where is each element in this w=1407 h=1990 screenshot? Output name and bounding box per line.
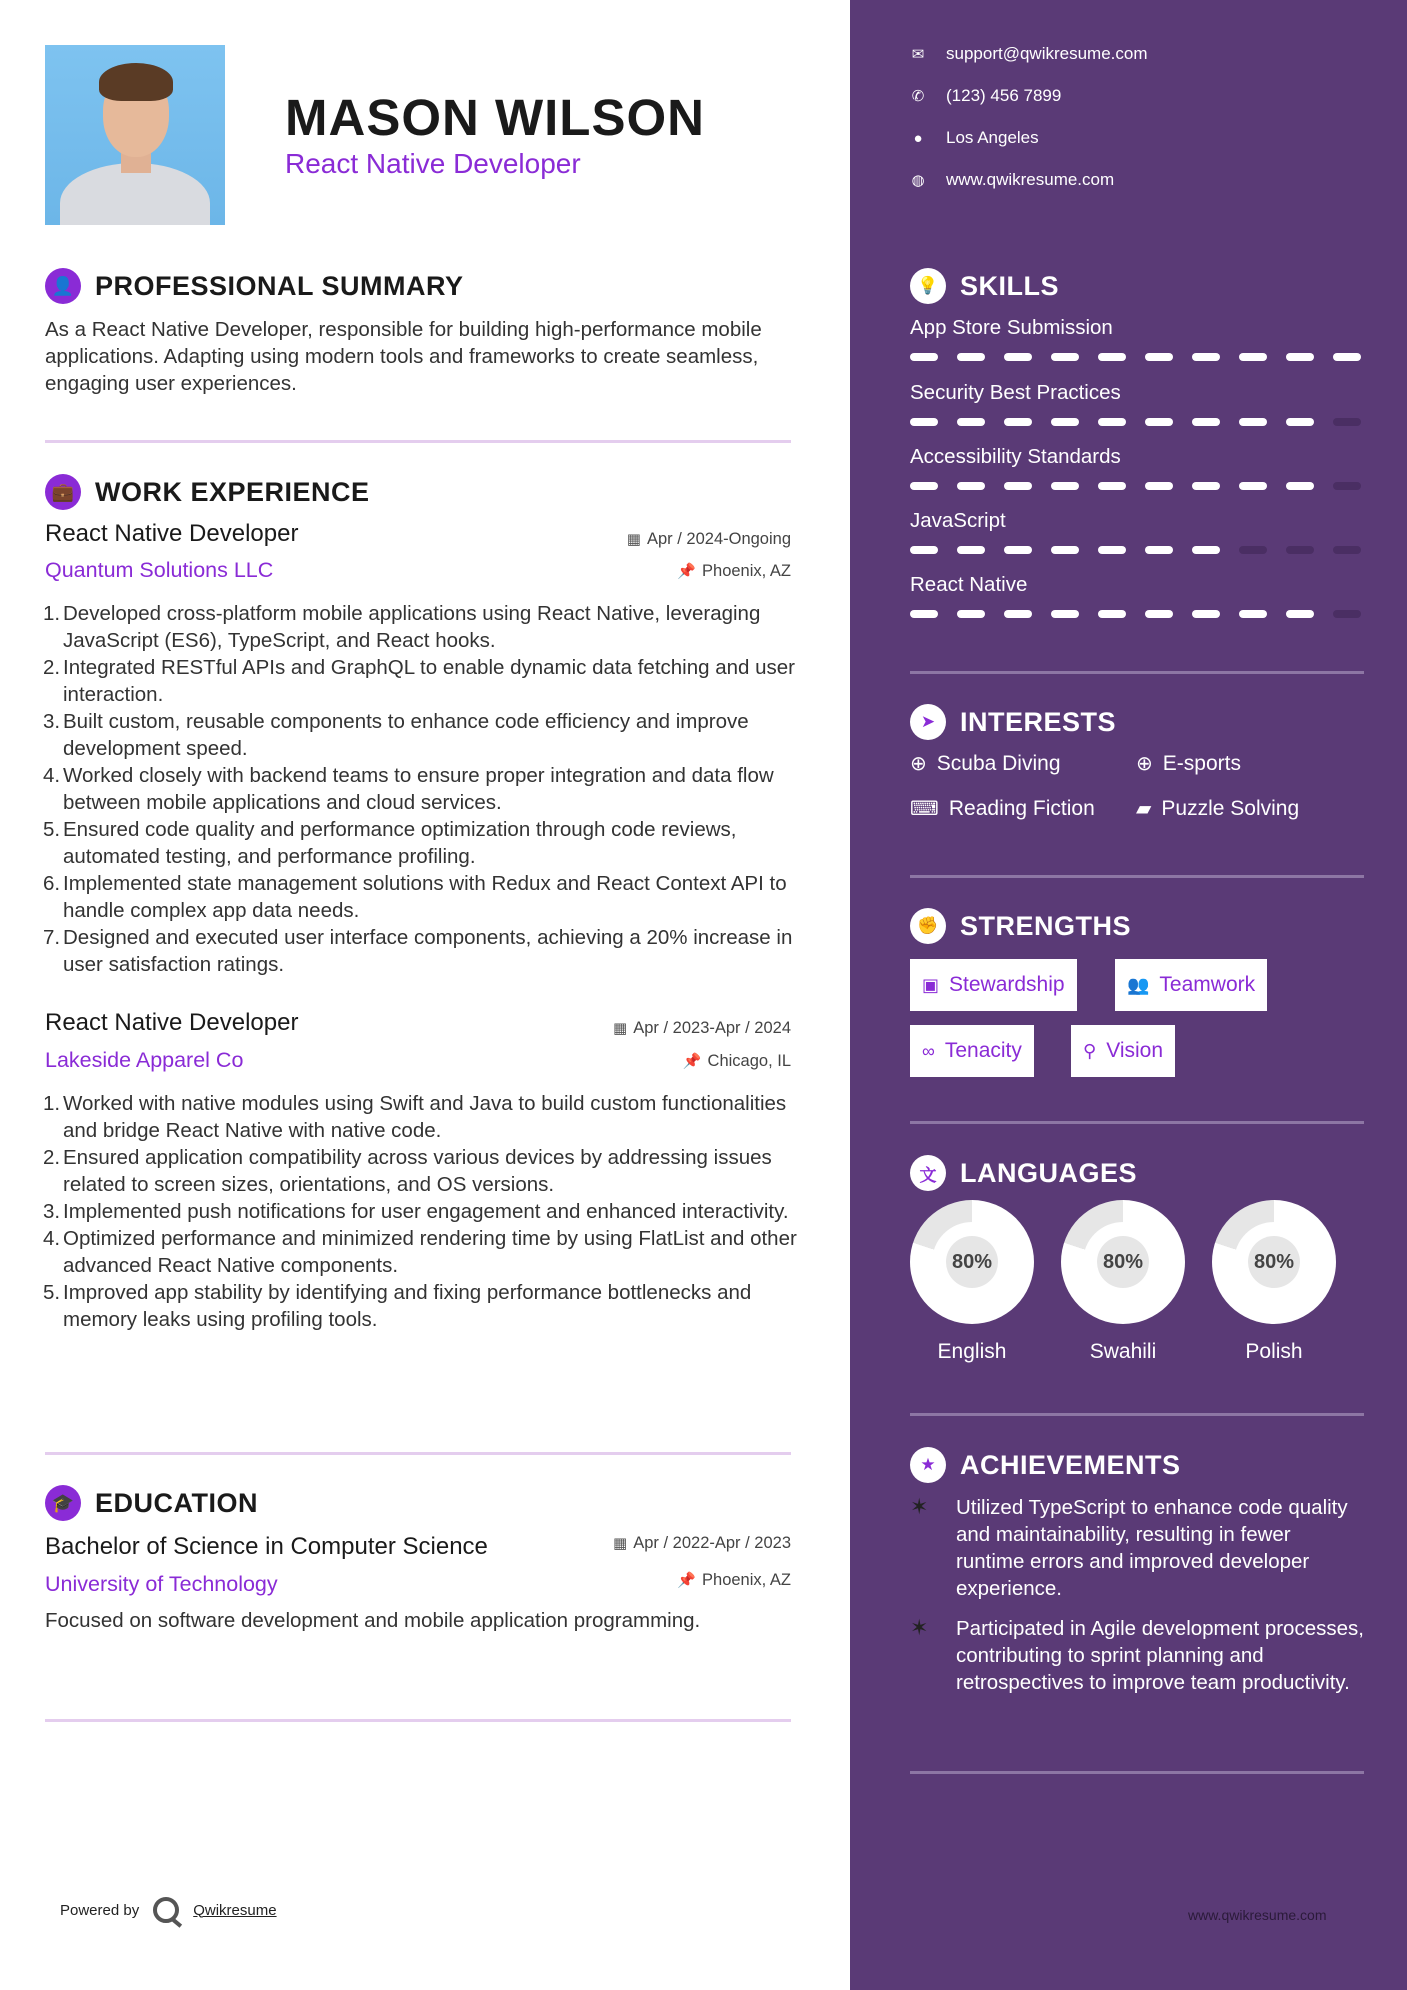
skill-level-dot [1192, 482, 1220, 490]
education-section-header [45, 1485, 258, 1521]
strengths-heading: STRENGTHS [960, 910, 1132, 941]
strength-tag: ⚲ Vision [1071, 1025, 1175, 1077]
skill-level-dot [1145, 482, 1173, 490]
skill-level-dot [1192, 546, 1220, 554]
footer-url[interactable]: www.qwikresume.com [1188, 1907, 1327, 1923]
globe-icon: ◍ [911, 172, 925, 189]
job-date: ▦ Apr / 2023-Apr / 2024 [613, 1019, 791, 1037]
skill-level-dot [1145, 546, 1173, 554]
skill-level-dot [1098, 353, 1126, 361]
job-responsibilities [40, 600, 800, 978]
skill-level-dot [1145, 418, 1173, 426]
star-badge-icon: ★ [910, 1447, 946, 1483]
skill-level-dot [1333, 482, 1361, 490]
skill-level-bar [910, 353, 1364, 361]
education-text: Focused on software development and mobile application programming. [45, 1609, 701, 1632]
skill-level-dot [1286, 610, 1314, 618]
skill-level-dot [1098, 482, 1126, 490]
skills-section-header [910, 268, 1059, 304]
summary-heading: PROFESSIONAL SUMMARY [95, 270, 464, 301]
skill-level-bar [910, 610, 1364, 618]
skill-level-dot [1145, 610, 1173, 618]
calendar-icon: ▦ [626, 531, 641, 548]
skill-level-dot [1098, 546, 1126, 554]
skill-level-dot [1051, 353, 1079, 361]
divider [45, 1452, 791, 1455]
skill-level-dot [1333, 546, 1361, 554]
skill-level-dot [1286, 482, 1314, 490]
skill-level-dot [1098, 418, 1126, 426]
degree-title: Bachelor of Science in Computer Science [45, 1533, 488, 1560]
job-title: React Native Developer [45, 520, 299, 547]
binoculars-icon: ⚲ [1083, 1040, 1097, 1061]
divider [910, 671, 1364, 674]
skill-level-dot [1004, 546, 1032, 554]
skill-level-dot [957, 546, 985, 554]
pin-icon: 📌 [677, 563, 697, 580]
list-item: 5. Improved app stability by identifying and fixing performance bottlenecks and memory leaks using profiling tools. [43, 1281, 752, 1331]
list-item: 1. Worked with native modules using Swift and Java to build custom functionalities and bridge React Native with native code. [43, 1092, 787, 1142]
skill-level-dot [1004, 610, 1032, 618]
skill-level-dot [957, 610, 985, 618]
contact-location: ● Los Angeles [910, 128, 1039, 148]
pin-icon: 📌 [677, 1572, 697, 1589]
skill-level-dot [1239, 482, 1267, 490]
list-item: 3. Implemented push notifications for user engagement and enhanced interactivity. [43, 1200, 789, 1223]
divider [910, 1121, 1364, 1124]
candidate-name: MASON WILSON [285, 89, 705, 146]
school-name: University of Technology [45, 1572, 278, 1596]
skill-level-dot [1286, 353, 1314, 361]
language-progress-ring [1061, 1200, 1185, 1324]
language-percent: 80% [1097, 1236, 1149, 1288]
divider [45, 1719, 791, 1722]
skill-level-dot [910, 353, 938, 361]
skill-level-dot [1333, 610, 1361, 618]
pin-icon: 📌 [682, 1053, 702, 1070]
skill-level-dot [910, 482, 938, 490]
graduate-icon: 🎓 [45, 1485, 81, 1521]
language-percent: 80% [1248, 1236, 1300, 1288]
languages-heading: LANGUAGES [960, 1157, 1138, 1188]
skill-item [910, 445, 1364, 490]
contact-email[interactable]: ✉ support@qwikresume.com [911, 44, 1148, 63]
strength-tag: 👥 Teamwork [1115, 959, 1267, 1011]
skill-item [910, 509, 1364, 554]
list-item: 2. Ensured application compatibility across various devices by addressing issues related to screen sizes, orientations, and OS versions. [43, 1146, 772, 1196]
skill-level-dot [1286, 418, 1314, 426]
company-name: Lakeside Apparel Co [45, 1048, 244, 1072]
interest-item: ⊕ Scuba Diving [910, 751, 1061, 775]
skill-level-dot [910, 418, 938, 426]
skill-name: Security Best Practices [910, 381, 1121, 404]
skill-level-bar [910, 482, 1364, 490]
strength-tag: ▣ Stewardship [910, 959, 1077, 1011]
skill-level-dot [957, 482, 985, 490]
language-item [1212, 1200, 1336, 1364]
languages-section-header [910, 1155, 1137, 1191]
list-item: 7. Designed and executed user interface components, achieving a 20% increase in user satisfaction ratings. [43, 926, 793, 976]
skill-level-dot [1192, 353, 1220, 361]
list-item: 1. Developed cross-platform mobile applications using React Native, leveraging JavaScript (ES6), TypeScript, and React hooks. [43, 602, 761, 652]
interest-item: ⊕ E-sports [1136, 751, 1241, 775]
skill-level-dot [1239, 546, 1267, 554]
skill-name: React Native [910, 573, 1028, 596]
user-icon: 👤 [45, 268, 81, 304]
lifebuoy-icon: ⊕ [1136, 753, 1153, 775]
experience-heading: WORK EXPERIENCE [95, 476, 370, 507]
skill-level-dot [1239, 610, 1267, 618]
list-item: 4. Worked closely with backend teams to ensure proper integration and data flow between mobile applications and cloud services. [43, 764, 774, 814]
list-item: 3. Built custom, reusable components to enhance code efficiency and improve development speed. [43, 710, 749, 760]
language-progress-ring [1212, 1200, 1336, 1324]
qwikresume-logo-icon [153, 1897, 179, 1923]
skill-level-dot [1051, 610, 1079, 618]
profile-photo [45, 45, 225, 225]
skill-level-dot [1333, 418, 1361, 426]
divider [910, 1771, 1364, 1774]
interests-section-header [910, 704, 1116, 740]
book-icon: ▰ [1136, 798, 1152, 820]
summary-text: As a React Native Developer, responsible for building high-performance mobile applications. Adapting using modern tools and frameworks to create seamless, engaging user experiences. [45, 318, 762, 395]
skill-level-dot [1051, 418, 1079, 426]
lifebuoy-icon: ⊕ [910, 753, 927, 775]
job-responsibilities [40, 1090, 800, 1333]
job-location: 📌 Phoenix, AZ [677, 562, 791, 580]
skill-level-bar [910, 418, 1364, 426]
skill-name: JavaScript [910, 509, 1006, 532]
skill-level-dot [1239, 353, 1267, 361]
lightbulb-icon: 💡 [910, 268, 946, 304]
interests-heading: INTERESTS [960, 706, 1117, 737]
job-location: 📌 Chicago, IL [682, 1052, 791, 1070]
strengths-section-header [910, 908, 1131, 944]
language-name: English [937, 1340, 1007, 1363]
list-item: 6. Implemented state management solutions with Redux and React Context API to handle complex app data needs. [43, 872, 787, 922]
users-icon: 👥 [1127, 974, 1150, 995]
skill-level-dot [1192, 418, 1220, 426]
divider [910, 1413, 1364, 1416]
divider [910, 875, 1364, 878]
powered-by [60, 1897, 277, 1923]
education-heading: EDUCATION [95, 1487, 258, 1518]
skill-level-dot [1004, 353, 1032, 361]
summary-section-header [45, 268, 464, 304]
achievements-section-header [910, 1447, 1181, 1483]
skill-item [910, 573, 1364, 618]
location-icon: ● [913, 129, 923, 147]
brand-link[interactable]: Qwikresume [193, 1901, 277, 1919]
company-name: Quantum Solutions LLC [45, 558, 274, 582]
skill-level-dot [1145, 353, 1173, 361]
briefcase-icon: 💼 [45, 474, 81, 510]
list-item: 4. Optimized performance and minimized rendering time by using FlatList and other advanced React Native components. [43, 1227, 797, 1277]
skill-level-dot [1051, 546, 1079, 554]
language-progress-ring [910, 1200, 1034, 1324]
achievement-item: ✶ Utilized TypeScript to enhance code quality and maintainability, resulting in fewer runtime errors and improved developer experience. [910, 1494, 1348, 1600]
skill-level-dot [1004, 418, 1032, 426]
paper-plane-icon: ➤ [910, 704, 946, 740]
link-icon: ∞ [922, 1040, 935, 1061]
divider [45, 440, 791, 443]
envelope-icon: ✉ [911, 46, 925, 63]
skill-level-dot [1004, 482, 1032, 490]
skill-name: Accessibility Standards [910, 445, 1121, 468]
gamepad-icon: ⌨ [910, 798, 939, 820]
strength-tag: ∞ Tenacity [910, 1025, 1034, 1077]
skill-level-dot [1051, 482, 1079, 490]
calendar-icon: ▦ [613, 1020, 628, 1037]
language-item [1061, 1200, 1185, 1364]
fist-icon: ✊ [910, 908, 946, 944]
skills-heading: SKILLS [960, 270, 1060, 301]
skill-level-dot [1239, 418, 1267, 426]
skill-level-dot [910, 610, 938, 618]
job-date: ▦ Apr / 2024-Ongoing [626, 530, 791, 548]
calendar-icon: ▦ [613, 1535, 628, 1552]
contact-website[interactable]: ◍ www.qwikresume.com [911, 170, 1115, 189]
skill-level-dot [910, 546, 938, 554]
list-item: 2. Integrated RESTful APIs and GraphQL to enable dynamic data fetching and user interaction. [43, 656, 795, 706]
star-icon: ✶ [910, 1494, 929, 1519]
education-date: ▦ Apr / 2022-Apr / 2023 [613, 1534, 791, 1552]
list-item: 5. Ensured code quality and performance optimization through code reviews, automated testing, and performance profiling. [43, 818, 737, 868]
achievements-heading: ACHIEVEMENTS [960, 1449, 1181, 1480]
skill-level-dot [1286, 546, 1314, 554]
skill-level-dot [957, 353, 985, 361]
job-title: React Native Developer [45, 1009, 299, 1036]
briefcase-icon: ▣ [922, 974, 940, 995]
skill-level-dot [1333, 353, 1361, 361]
star-icon: ✶ [910, 1615, 929, 1640]
language-percent: 80% [946, 1236, 998, 1288]
skill-level-dot [957, 418, 985, 426]
interest-item: ▰ Puzzle Solving [1136, 796, 1300, 820]
skill-item [910, 381, 1364, 426]
interest-item: ⌨ Reading Fiction [910, 796, 1095, 820]
achievement-item: ✶ Participated in Agile development processes, contributing to sprint planning and retrospectives to improve team productivity. [910, 1615, 1364, 1694]
language-item [910, 1200, 1034, 1364]
language-name: Polish [1245, 1340, 1303, 1363]
phone-icon: ✆ [911, 88, 925, 105]
contact-phone[interactable]: ✆ (123) 456 7899 [911, 86, 1062, 105]
skill-level-bar [910, 546, 1364, 554]
education-location: 📌 Phoenix, AZ [677, 1571, 791, 1589]
experience-section-header [45, 474, 370, 510]
skill-name: App Store Submission [910, 316, 1113, 339]
skill-level-dot [1098, 610, 1126, 618]
candidate-title: React Native Developer [285, 148, 581, 179]
translate-icon: 文 [910, 1155, 946, 1191]
language-name: Swahili [1089, 1340, 1157, 1363]
powered-by-label: Powered by [60, 1901, 140, 1919]
skill-level-dot [1192, 610, 1220, 618]
skill-item [910, 316, 1364, 361]
